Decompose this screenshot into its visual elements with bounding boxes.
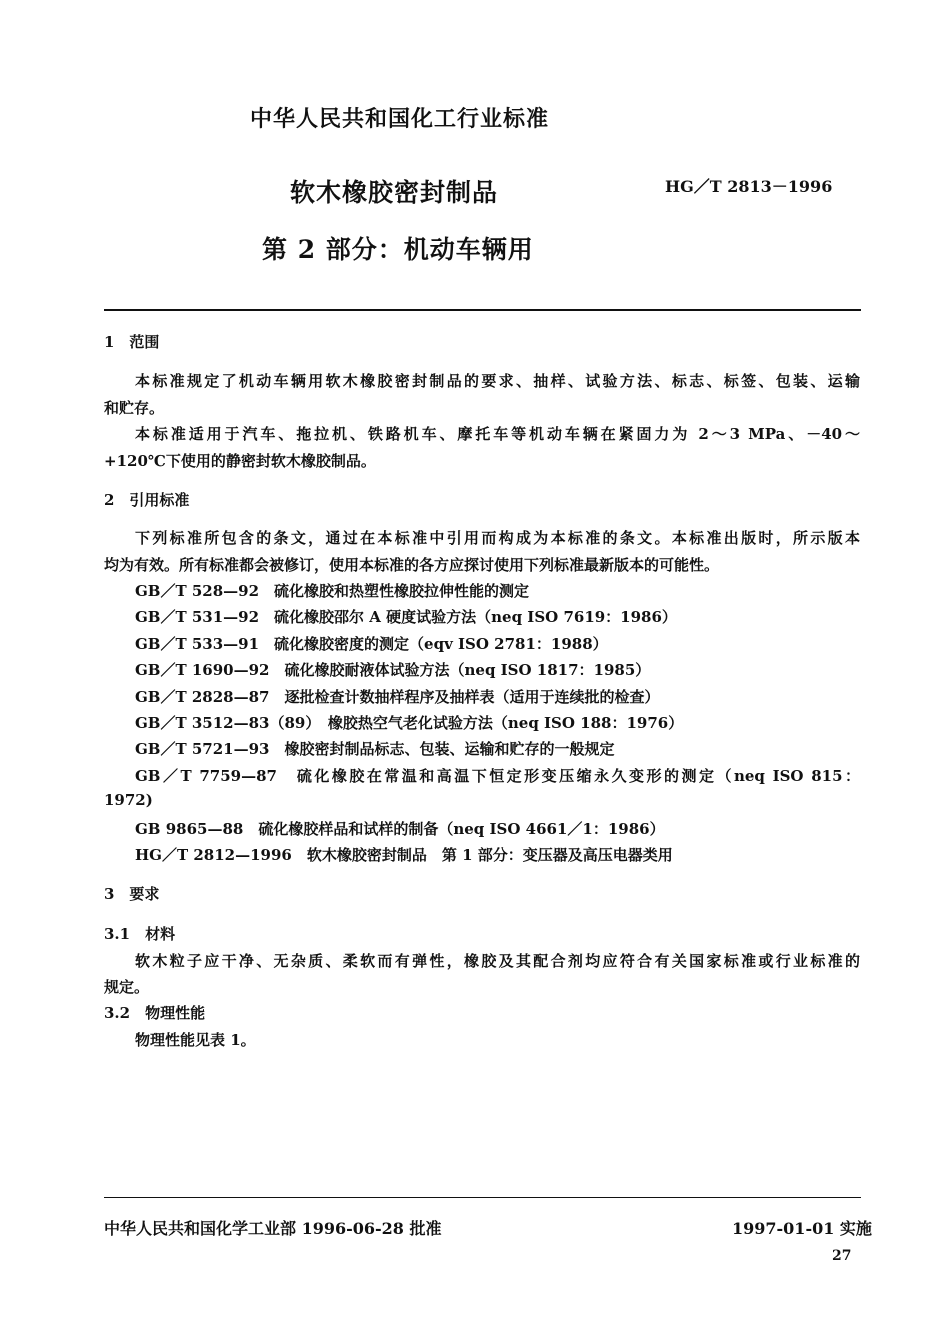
section-2-intro-line-2: 均为有效。所有标准都会被修订，使用本标准的各方应探讨使用下列标准最新版本的可能性。 (104, 556, 720, 574)
reference-item: GB／T 533—91 硫化橡胶密度的测定（eqv ISO 2781：1988） (135, 635, 608, 653)
section-3-1-heading: 3.1 材料 (104, 925, 176, 943)
footer-divider (104, 1197, 861, 1198)
section-1-para-1-line-1: 本标准规定了机动车辆用软木橡胶密封制品的要求、抽样、试验方法、标志、标签、包装、运输 (135, 372, 860, 390)
document-title: 软木橡胶密封制品 (290, 178, 499, 207)
section-3-1-line-2: 规定。 (104, 978, 150, 996)
section-2-intro-line-1: 下列标准所包含的条文，通过在本标准中引用而构成为本标准的条文。本标准出版时，所示版本 (135, 529, 860, 547)
reference-item: GB／T 7759—87 硫化橡胶在常温和高温下恒定形变压缩永久变形的测定（neq ISO 815： (135, 767, 860, 785)
reference-item: GB／T 528—92 硫化橡胶和热塑性橡胶拉伸性能的测定 (135, 582, 530, 600)
page-number: 27 (832, 1248, 852, 1264)
reference-item: GB／T 5721—93 橡胶密封制品标志、包装、运输和贮存的一般规定 (135, 740, 615, 758)
standard-code: HG／T 2813－1996 (665, 177, 833, 196)
approval-statement: 中华人民共和国化学工业部 1996-06-28 批准 (104, 1219, 442, 1238)
section-1-para-2-line-2: +120℃下使用的静密封软木橡胶制品。 (104, 452, 376, 470)
section-3-2-text: 物理性能见表 1。 (135, 1031, 256, 1049)
reference-item: HG／T 2812—1996 软木橡胶密封制品 第 1 部分：变压器及高压电器类用 (135, 846, 673, 864)
effective-date: 1997-01-01 实施 (732, 1219, 872, 1238)
reference-item-continuation: 1972) (104, 791, 153, 809)
section-3-2-heading: 3.2 物理性能 (104, 1004, 206, 1022)
document-subtitle: 第 2 部分：机动车辆用 (262, 235, 534, 264)
section-2-heading: 2 引用标准 (104, 491, 190, 509)
section-3-1-line-1: 软木粒子应干净、无杂质、柔软而有弹性，橡胶及其配合剂均应符合有关国家标准或行业标准的 (135, 952, 860, 970)
reference-item: GB 9865—88 硫化橡胶样品和试样的制备（neq ISO 4661／1：1986） (135, 820, 665, 838)
reference-item: GB／T 3512—83（89） 橡胶热空气老化试验方法（neq ISO 188：1976） (135, 714, 684, 732)
section-1-para-1-line-2: 和贮存。 (104, 399, 165, 417)
section-1-para-2-line-1: 本标准适用于汽车、拖拉机、铁路机车、摩托车等机动车辆在紧固力为 2～3 MPa、－40～ (135, 425, 860, 443)
issuing-org-title: 中华人民共和国化工行业标准 (250, 106, 550, 132)
reference-item: GB／T 2828—87 逐批检查计数抽样程序及抽样表（适用于连续批的检查） (135, 688, 660, 706)
section-1-heading: 1 范围 (104, 333, 160, 351)
section-3-heading: 3 要求 (104, 885, 160, 903)
reference-item: GB／T 531—92 硫化橡胶邵尔 A 硬度试验方法（neq ISO 7619：1986） (135, 608, 677, 626)
header-divider (104, 309, 861, 311)
reference-item: GB／T 1690—92 硫化橡胶耐液体试验方法（neq ISO 1817：1985） (135, 661, 651, 679)
